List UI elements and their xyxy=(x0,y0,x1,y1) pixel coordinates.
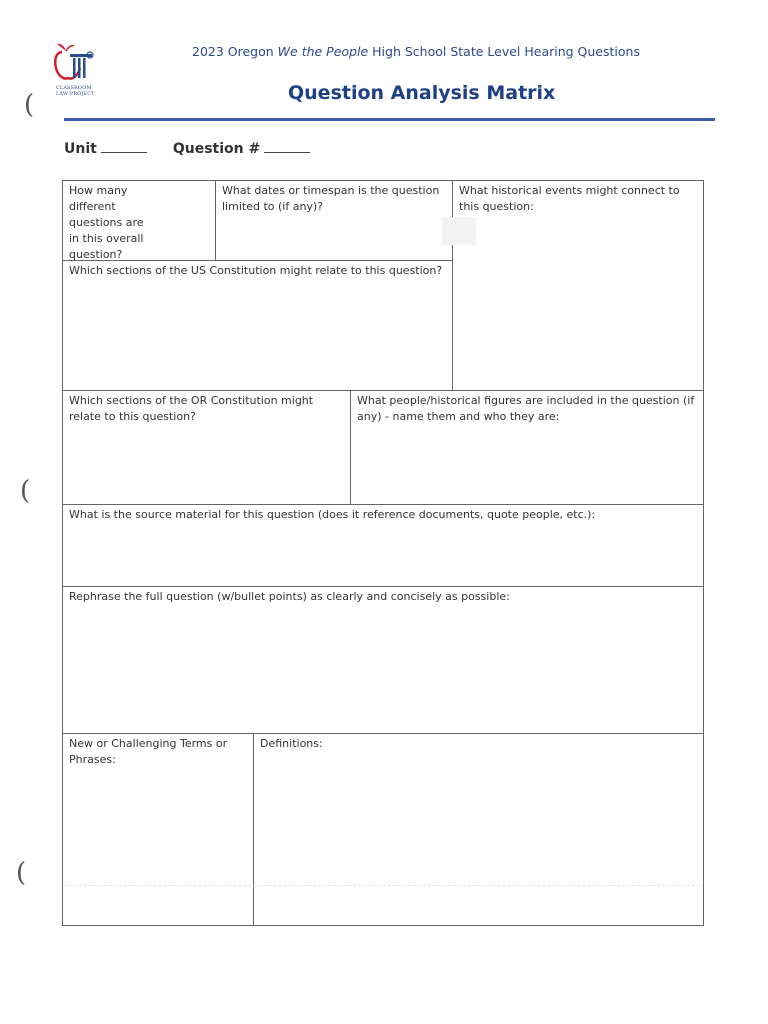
binding-hole-mark: ( xyxy=(20,476,31,506)
binding-hole-mark: ( xyxy=(16,858,27,888)
unit-label: Unit xyxy=(64,141,97,157)
cell-terms-label: New or Challenging Terms or Phrases: xyxy=(69,737,228,766)
apple-column-logo-icon xyxy=(52,40,100,86)
cell-rephrase-question[interactable] xyxy=(62,586,704,734)
cell-people-figures[interactable] xyxy=(350,390,704,505)
cell-how-many-questions[interactable] xyxy=(62,180,216,261)
header-title-prefix: 2023 Oregon xyxy=(192,44,278,59)
cell-historical-events-label: What historical events might connect to this question: xyxy=(459,184,680,213)
faint-scan-line xyxy=(64,885,700,886)
document-header-title xyxy=(192,44,640,59)
header-title-italic: We the People xyxy=(277,44,369,59)
cell-us-constitution[interactable] xyxy=(62,260,453,391)
header-divider xyxy=(64,118,715,121)
cell-definitions[interactable] xyxy=(253,733,704,926)
cell-people-label: What people/historical figures are included in the question (if any) - name them and who they are: xyxy=(357,394,695,423)
cell-dates-label: What dates or timespan is the question limited to (if any)? xyxy=(222,184,440,213)
cell-definitions-label: Definitions: xyxy=(260,737,323,750)
unit-question-line xyxy=(64,140,316,157)
cell-rephrase-label: Rephrase the full question (w/bullet points) as clearly and concisely as possible: xyxy=(69,590,510,603)
cell-source-material-label: What is the source material for this question (does it reference documents, quote people, etc.): xyxy=(69,508,596,521)
cell-historical-events[interactable] xyxy=(452,180,704,391)
cell-us-constitution-label: Which sections of the US Constitution might relate to this question? xyxy=(69,264,443,277)
header-title-suffix: High School State Level Hearing Questions xyxy=(368,44,640,59)
logo-text: CLASSROOM LAW PROJECT xyxy=(56,85,95,97)
cell-how-many-label: How many different questions are in this overall question? xyxy=(69,184,144,261)
binding-hole-mark: ( xyxy=(24,90,35,120)
question-number-label: Question # xyxy=(172,141,261,157)
cell-or-constitution-label: Which sections of the OR Constitution might relate to this question? xyxy=(69,394,314,423)
cell-source-material[interactable] xyxy=(62,504,704,587)
unit-blank[interactable] xyxy=(101,140,147,153)
question-number-blank[interactable] xyxy=(264,140,310,153)
cell-dates-timespan[interactable] xyxy=(215,180,453,261)
cell-or-constitution[interactable] xyxy=(62,390,351,505)
page-title: Question Analysis Matrix xyxy=(288,82,556,104)
scan-artifact xyxy=(442,217,476,245)
cell-challenging-terms[interactable] xyxy=(62,733,254,926)
